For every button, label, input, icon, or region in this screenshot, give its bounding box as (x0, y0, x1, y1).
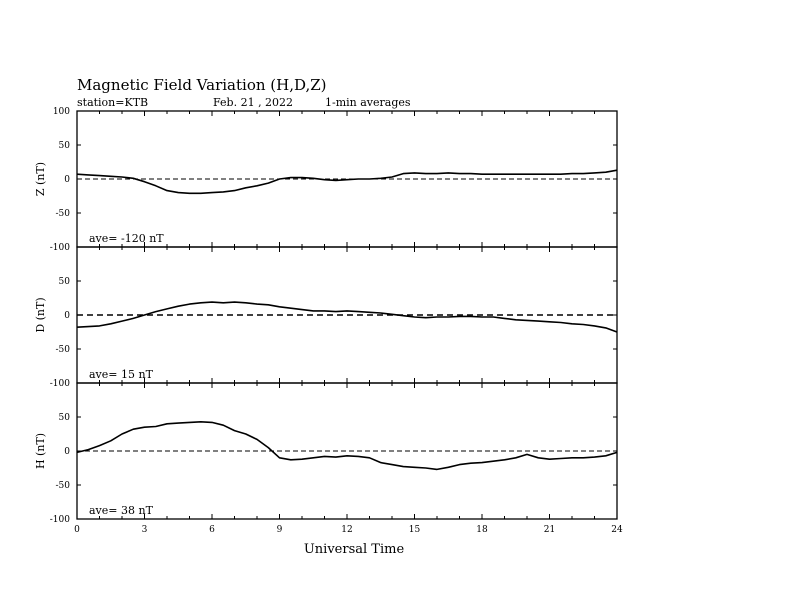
h-ytick-label: 0 (64, 447, 70, 457)
z-series-line (77, 170, 617, 193)
xtick-label: 0 (74, 525, 80, 535)
d-ytick-label: 0 (64, 311, 70, 321)
xtick-label: 9 (276, 525, 283, 535)
z-ytick-label: 50 (58, 141, 70, 151)
z-ytick-label: 0 (64, 175, 70, 185)
d-ylabel: D (nT) (34, 297, 47, 333)
z-ytick-label: -50 (55, 209, 70, 219)
chart-title: Magnetic Field Variation (H,D,Z) (77, 76, 327, 94)
xtick-label: 12 (341, 525, 353, 535)
station-label: station=KTB (77, 96, 149, 109)
h-series-line (77, 422, 617, 470)
d-ytick-label: -50 (55, 345, 70, 355)
d-ytick-label: -100 (49, 379, 70, 389)
h-ytick-label: -50 (55, 481, 70, 491)
h-ytick-label: 50 (58, 413, 70, 423)
d-average-annotation: ave= 15 nT (89, 368, 153, 381)
z-ytick-label: 100 (52, 107, 70, 117)
xtick-label: 21 (543, 525, 556, 535)
h-ylabel: H (nT) (34, 432, 47, 470)
xtick-label: 3 (141, 525, 148, 535)
x-axis-label: Universal Time (303, 542, 405, 557)
z-average-annotation: ave= -120 nT (89, 232, 164, 245)
xtick-label: 24 (611, 525, 623, 535)
d-series-line (77, 302, 617, 332)
d-ytick-label: 50 (58, 277, 70, 287)
averaging-label: 1-min averages (325, 96, 411, 109)
h-ytick-label: -100 (49, 515, 70, 525)
xtick-label: 18 (476, 525, 488, 535)
panels-group (34, 107, 623, 535)
xtick-label: 15 (408, 525, 421, 535)
h-average-annotation: ave= 38 nT (89, 504, 153, 517)
z-ytick-label: -100 (49, 243, 70, 253)
xtick-label: 6 (209, 525, 215, 535)
date-label: Feb. 21 , 2022 (213, 96, 294, 109)
z-ylabel: Z (nT) (34, 161, 47, 197)
